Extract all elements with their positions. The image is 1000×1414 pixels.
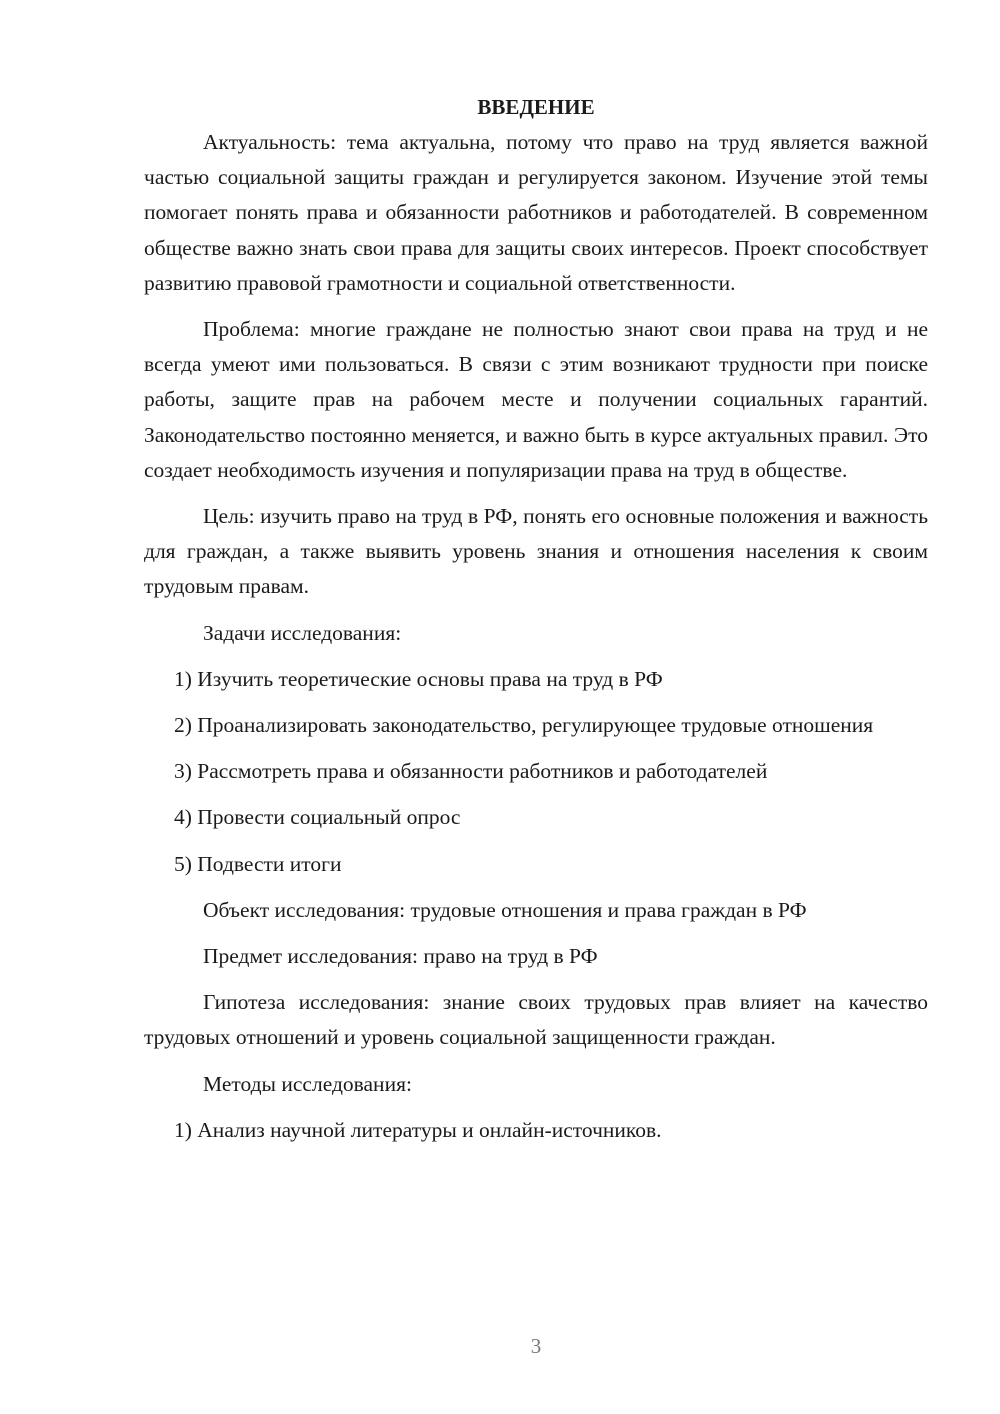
list-item: 3) Рассмотреть права и обязанности работников и работодателей: [174, 759, 768, 784]
list-item: 5) Подвести итоги: [174, 851, 342, 876]
paragraph-problem: Проблема: многие граждане не полностью знают свои права на труд и не всегда умеют ими пользоваться. В связи с этим возникают трудности при поиске работы, защите прав на рабочем месте и получении социальных гарантий. Законодательство постоянно меняется, и важно быть в курсе актуальных правил. Это создает необходимость изучения и популяризации права на труд в обществе.: [144, 317, 928, 482]
paragraph-relevance: Актуальность: тема актуальна, потому что право на труд является важной частью социальной защиты граждан и регулируется законом. Изучение этой темы помогает понять права и обязанности работников и работодателей. В современном обществе важно знать свои права для защиты своих интересов. Проект способствует развитию правовой грамотности и социальной ответственности.: [144, 130, 928, 295]
paragraph-subject: Предмет исследования: право на труд в РФ: [203, 944, 598, 969]
paragraph-hypothesis: Гипотеза исследования: знание своих трудовых прав влияет на качество трудовых отношений и уровень социальной защищенности граждан.: [144, 990, 928, 1050]
tasks-list: [144, 662, 928, 882]
page-number: 3: [530, 1334, 542, 1358]
list-item: 2) Проанализировать законодательство, регулирующее трудовые отношения: [174, 713, 874, 738]
section-title: ВВЕДЕНИЕ: [477, 95, 595, 119]
paragraph-goal: Цель: изучить право на труд в РФ, понять его основные положения и важность для граждан, а также выявить уровень знания и отношения населения к своим трудовым правам.: [144, 504, 928, 599]
tasks-heading: Задачи исследования:: [203, 620, 402, 645]
list-item: 4) Провести социальный опрос: [174, 805, 461, 830]
methods-heading: Методы исследования:: [203, 1071, 412, 1096]
page-content: [144, 90, 928, 1159]
methods-list: [144, 1113, 928, 1148]
list-item: 1) Анализ научной литературы и онлайн-источников.: [174, 1117, 662, 1142]
paragraph-object: Объект исследования: трудовые отношения и права граждан в РФ: [203, 897, 807, 922]
list-item: 1) Изучить теоретические основы права на труд в РФ: [174, 666, 663, 691]
